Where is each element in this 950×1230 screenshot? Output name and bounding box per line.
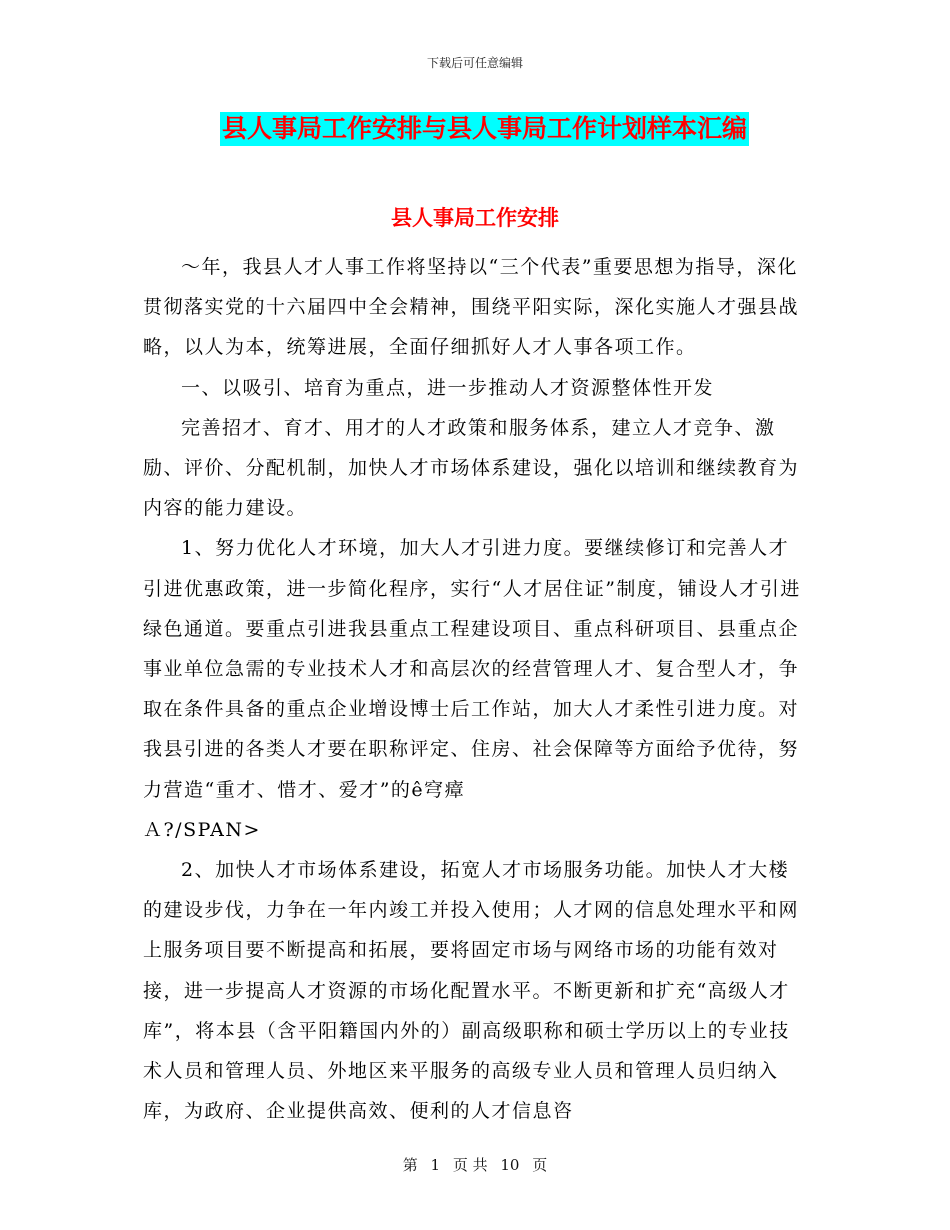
paragraph-intro: ～年，我县人才人事工作将坚持以“三个代表”重要思想为指导，深化贯彻落实党的十六届四中全会精神，围绕平阳实际，深化实施人才强县战略，以人为本，统筹进展，全面仔细抓好人才人事各项工作。 (143, 256, 800, 359)
page-label-mid: 页 共 (452, 1156, 488, 1174)
page-label-suffix: 页 (532, 1156, 548, 1174)
document-body (143, 247, 808, 1131)
header-note: 下载后可任意编辑 (426, 56, 523, 70)
paragraph-heading-1: 一、以吸引、培育为重点，进一步推动人才资源整体性开发 (181, 376, 715, 399)
total-pages: 10 (500, 1156, 520, 1174)
paragraph-item-2: 2、加快人才市场体系建设，拓宽人才市场服务功能。加快人才大楼的建设步伐，力争在一年内竣工并投入使用；人才网的信息处理水平和网上服务项目要不断提高和拓展，要将固定市场与网络市场的功能有效对接，进一步提高人才资源的市场化配置水平。不断更新和扩充“高级人才库”，将本县（含平阳籍国内外的）副高级职称和硕士学历以上的专业技术人员和管理人员、外地区来平服务的高级专业人员和管理人员归纳入库，为政府、企业提供高效、便利的人才信息咨 (143, 859, 800, 1123)
page-number: 1 (430, 1156, 441, 1174)
page-footer (0, 1154, 950, 1175)
page-label-prefix: 第 (402, 1156, 418, 1174)
paragraph-item-1: 1、努力优化人才环境，加大人才引进力度。要继续修订和完善人才引进优惠政策，进一步简化程序，实行“人才居住证”制度，铺设人才引进绿色通道。要重点引进我县重点工程建设项目、重点科研项目、县重点企事业单位急需的专业技术人才和高层次的经营管理人才、复合型人才，争取在条件具备的重点企业增设博士后工作站，加大人才柔性引进力度。对我县引进的各类人才要在职称评定、住房、社会保障等方面给予优待，努力营造“重才、惜才、爱才”的ê穹瘴 (143, 537, 801, 801)
section-title: 县人事局工作安排 (391, 205, 559, 230)
garbled-text-line: Ａ?/SPAN> (143, 818, 261, 841)
document-main-title: 县人事局工作安排与县人事局工作计划样本汇编 (220, 112, 749, 146)
paragraph-overview: 完善招才、育才、用才的人才政策和服务体系，建立人才竞争、激励、评价、分配机制，加快人才市场体系建设，强化以培训和继续教育为内容的能力建设。 (143, 416, 800, 520)
